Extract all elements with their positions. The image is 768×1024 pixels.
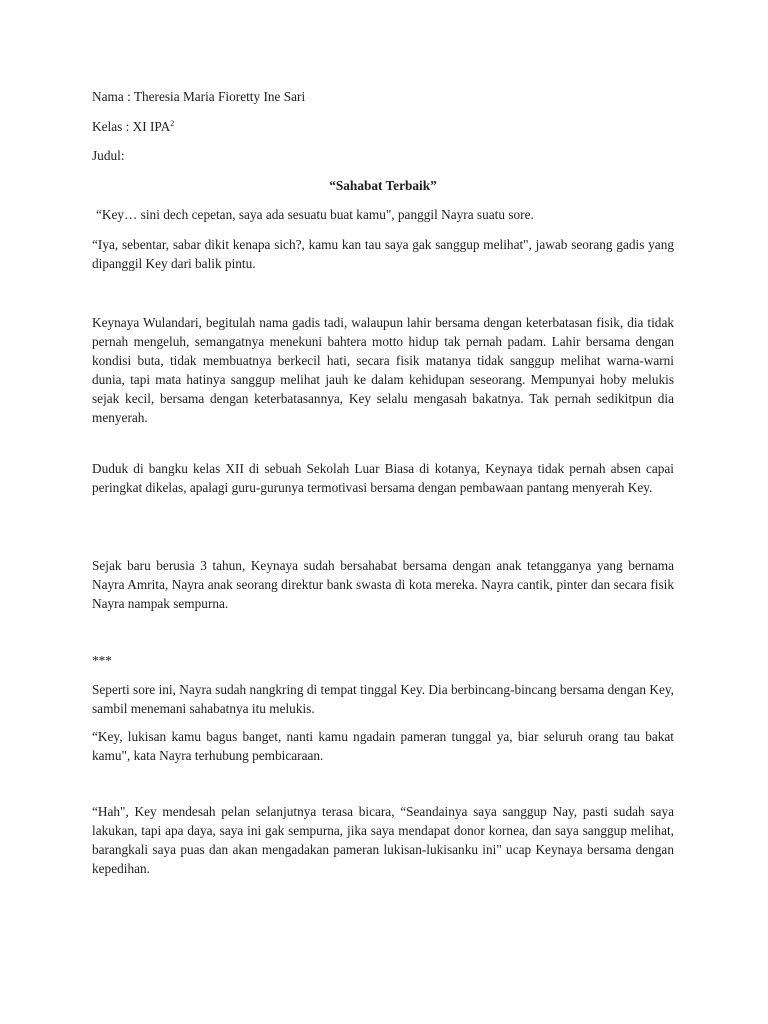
paragraph-8: “Hah", Key mendesah pelan selanjutnya terasa bicara, “Seandainya saya sanggup Nay, pasti sudah saya lakukan, tapi apa daya, saya ini gak sempurna, jika saya mendapat donor kornea, dan saya sanggup melihat, barangkali saya puas dan akan mengadakan pameran lukisan-lukisanku ini" ucap Keynaya bersama dengan kepedihan. bbox=[92, 804, 674, 876]
paragraph-5: Sejak baru berusia 3 tahun, Keynaya sudah bersahabat bersama dengan anak tetangganya yang bernama Nayra Amrita, Nayra anak seorang direktur bank swasta di kota mereka. Nayra cantik, pinter dan secara fisik Nayra nampak sempurna. bbox=[92, 558, 674, 611]
class-text: Kelas : XI IPA bbox=[92, 119, 171, 134]
class-line bbox=[92, 117, 174, 136]
section-separator: *** bbox=[92, 653, 112, 668]
paragraph-4: Duduk di bangku kelas XII di sebuah Sekolah Luar Biasa di kotanya, Keynaya tidak pernah absen capai peringkat dikelas, apalagi guru-gurunya termotivasi bersama dengan pembawaan pantang menyerah Key. bbox=[92, 461, 674, 495]
paragraph-7: “Key, lukisan kamu bagus banget, nanti kamu ngadain pameran tunggal ya, biar seluruh orang tau bakat kamu", kata Nayra terhubung pembicaraan. bbox=[92, 729, 674, 763]
judul-label: Judul: bbox=[92, 148, 125, 163]
paragraph-6: Seperti sore ini, Nayra sudah nangkring di tempat tinggal Key. Dia berbincang-bincang bersama dengan Key, sambil menemani sahabatnya itu melukis. bbox=[92, 682, 674, 716]
paragraph-1: “Key… sini dech cepetan, saya ada sesuatu buat kamu", panggil Nayra suatu sore. bbox=[96, 207, 534, 222]
name-line: Nama : Theresia Maria Fioretty Ine Sari bbox=[92, 89, 306, 104]
story-title: “Sahabat Terbaik” bbox=[329, 178, 437, 193]
paragraph-2: “Iya, sebentar, sabar dikit kenapa sich?, kamu kan tau saya gak sanggup melihat", jawab seorang gadis yang dipanggil Key dari balik pintu. bbox=[92, 237, 674, 271]
class-superscript: 2 bbox=[170, 119, 175, 128]
paragraph-3: Keynaya Wulandari, begitulah nama gadis tadi, walaupun lahir bersama dengan keterbatasan fisik, dia tidak pernah mengeluh, semangatnya menekuni bahtera motto hidup tak pernah padam. Lahir bersama dengan kondisi buta, tidak membuatnya berkecil hati, secara fisik matanya tidak sanggup melihat warna-warni dunia, tapi mata hatinya sanggup melihat jauh ke dalam kehidupan seseorang. Mempunyai hoby melukis sejak kecil, bersama dengan keterbatasannya, Key selalu mengasah bakatnya. Tak pernah sedikitpun dia menyerah. bbox=[92, 315, 674, 425]
